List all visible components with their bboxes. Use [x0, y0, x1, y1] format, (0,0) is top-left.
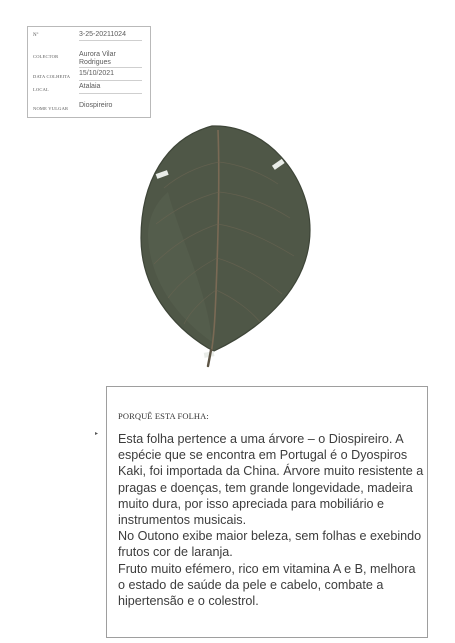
leaf-specimen-image	[138, 122, 314, 370]
label-value-collector: Aurora Vilar Rodrigues	[79, 51, 116, 66]
card-paragraph: Esta folha pertence a uma árvore – o Diospireiro. A espécie que se encontra em Portugal é o Dyospiros Kaki, foi importada da China. Árvore muito resistente a pragas e doenças, tem grande longevidade, madeira muito dura, por isso apreciada para mobiliário e instrumentos musicais.	[118, 432, 424, 528]
label-value-location: Atalaia	[79, 83, 101, 90]
label-key-date: DATA COLHEITA	[33, 74, 71, 79]
card-body	[118, 431, 424, 609]
stray-mark: ▸	[95, 431, 99, 437]
specimen-label	[27, 26, 151, 118]
label-key-number: Nº	[33, 33, 39, 38]
explanation-card	[106, 386, 428, 638]
label-rule	[79, 40, 142, 41]
label-key-common-name: NOME VULGAR	[33, 106, 69, 111]
card-heading: PORQUÊ ESTA FOLHA:	[118, 411, 209, 421]
label-key-collector: COLECTOR	[33, 54, 59, 59]
label-rule	[79, 67, 142, 68]
card-paragraph: Fruto muito efémero, rico em vitamina A e B, melhora o estado de saúde da pele e cabelo, combate a hipertensão e o colestrol.	[118, 561, 416, 609]
label-rule	[79, 93, 142, 94]
label-value-common-name: Diospireiro	[79, 102, 113, 109]
label-key-location: LOCAL	[33, 87, 49, 92]
card-paragraph: No Outono exibe maior beleza, sem folhas e exebindo frutos cor de laranja.	[118, 529, 422, 560]
label-rule	[79, 80, 142, 81]
label-value-date: 15/10/2021	[79, 70, 115, 77]
label-value-number: 3-25-20211024	[79, 31, 126, 38]
